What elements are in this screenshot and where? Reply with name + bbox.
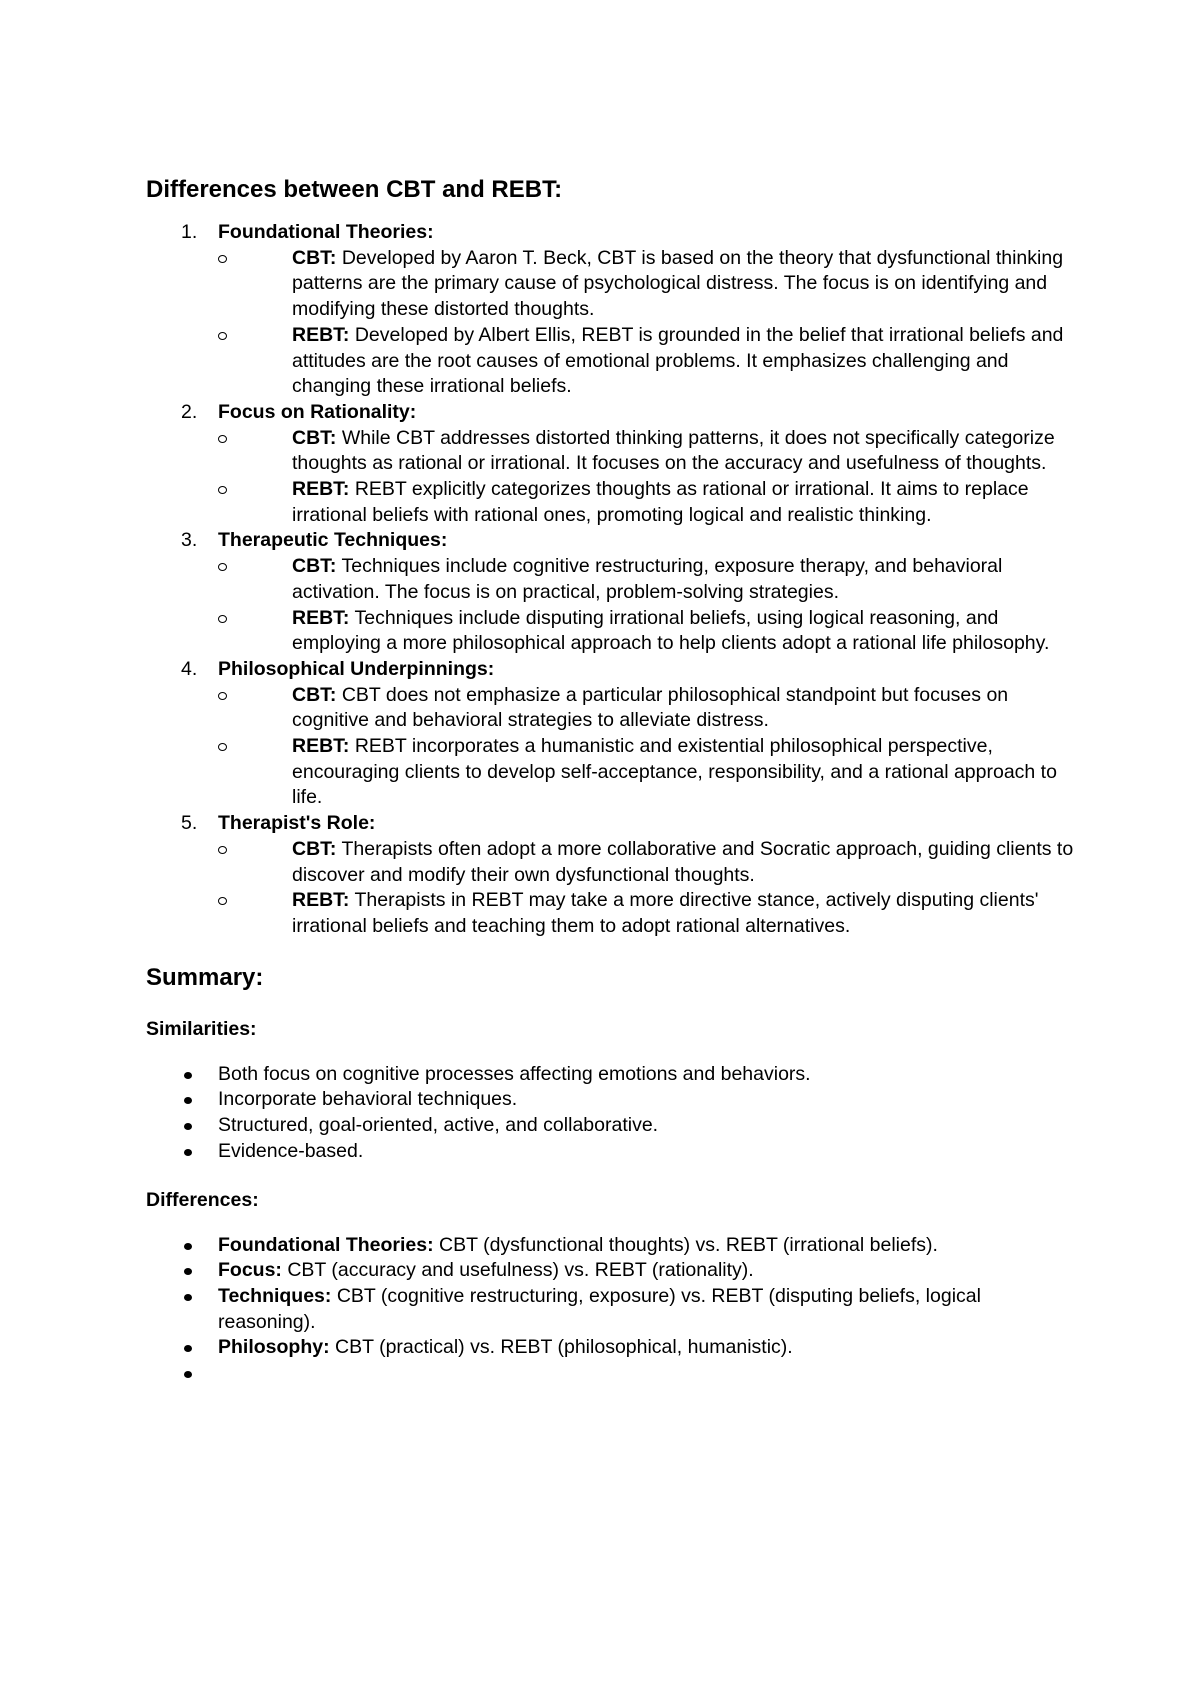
item-text: CBT (dysfunctional thoughts) vs. REBT (irrational beliefs). [433,1233,938,1256]
bullet-dot-icon [184,1097,192,1104]
item-text: Both focus on cognitive processes affecting emotions and behaviors. [218,1062,811,1085]
sub-item [218,888,1076,939]
item-label: CBT: [292,555,337,578]
sub-list [218,246,1076,400]
bullet-dot-icon [184,1072,192,1079]
sub-list [218,837,1076,940]
bullet-dot-icon [184,1294,192,1301]
sub-item [218,246,1076,323]
item-text: While CBT addresses distorted thinking patterns, it does not specifically categorize thoughts as rational or irrational. It focuses on the accuracy and usefulness of thoughts. [292,426,1055,475]
item-label: CBT: [292,426,337,449]
sub-item [218,837,1076,888]
item-text: Developed by Albert Ellis, REBT is grounded in the belief that irrational beliefs and attitudes are the root causes of emotional problems. It emphasizes challenging and changing these irrational beliefs. [292,323,1064,398]
item-text: Therapists in REBT may take a more directive stance, actively disputing clients' irrational beliefs and teaching them to adopt rational alternatives. [292,889,1039,937]
differences-list [146,1233,1076,1387]
item-text: CBT (accuracy and usefulness) vs. REBT (rationality). [281,1259,754,1282]
empty-list-item [146,1361,1076,1387]
sub-item [218,554,1076,605]
circle-bullet-icon [218,255,227,263]
comparison-section [146,528,1076,657]
item-text: Therapists often adopt a more collaborative and Socratic approach, guiding clients to discover and modify their own dysfunctional thoughts. [292,837,1074,886]
comparison-section [146,657,1076,811]
item-label: Foundational Theories: [218,1233,434,1256]
sub-item [218,426,1076,477]
circle-bullet-icon [218,563,227,571]
item-text: CBT does not emphasize a particular philosophical standpoint but focuses on cognitive and behavioral strategies to alleviate distress. [292,683,1009,732]
item-label: CBT: [292,683,337,706]
document-content [146,174,1076,1387]
item-text: REBT explicitly categorizes thoughts as rational or irrational. It aims to replace irrational beliefs with rational ones, promoting logical and realistic thinking. [292,478,1029,526]
circle-bullet-icon [218,743,227,751]
section-number: 3. [181,529,198,552]
item-label: REBT: [292,735,350,758]
section-number: 2. [181,400,198,423]
circle-bullet-icon [218,692,227,700]
item-text: Developed by Aaron T. Beck, CBT is based on the theory that dysfunctional thinking patterns are the primary cause of psychological distress. The focus is on identifying and modifying these distorted thoughts. [292,246,1064,321]
section-title: Foundational Theories: [218,221,434,243]
bullet-dot-icon [184,1268,192,1275]
circle-bullet-icon [218,846,227,854]
list-item [146,1258,1076,1284]
similarities-heading: Similarities: [146,1017,257,1040]
sub-item [218,477,1076,528]
sub-item [218,606,1076,657]
item-label: REBT: [292,323,350,346]
similarities-list [146,1062,1076,1165]
sub-list [218,554,1076,657]
comparison-section [146,811,1076,940]
summary-heading: Summary: [146,963,264,991]
item-text: Techniques include disputing irrational beliefs, using logical reasoning, and employing a more philosophical approach to help clients adopt a rational life philosophy. [292,606,1050,655]
section-number: 4. [181,657,198,680]
circle-bullet-icon [218,332,227,340]
comparison-list [146,220,1076,940]
bullet-dot-icon [184,1123,192,1130]
item-label: REBT: [292,606,350,629]
item-text: CBT (practical) vs. REBT (philosophical, humanistic). [329,1336,793,1359]
list-item [146,1335,1076,1361]
section-number: 5. [181,812,198,835]
sub-item [218,323,1076,400]
item-text: Structured, goal-oriented, active, and collaborative. [218,1114,659,1137]
sub-list [218,426,1076,529]
item-label: Focus: [218,1259,282,1282]
circle-bullet-icon [218,435,227,443]
comparison-section [146,400,1076,529]
item-label: Techniques: [218,1284,332,1307]
bullet-dot-icon [184,1345,192,1352]
circle-bullet-icon [218,615,227,623]
bullet-dot-icon [184,1243,192,1250]
section-title: Focus on Rationality: [218,400,417,423]
page-title: Differences between CBT and REBT: [146,176,563,203]
section-number: 1. [181,221,198,243]
list-item [146,1284,1076,1335]
list-item [146,1113,1076,1139]
item-text: REBT incorporates a humanistic and existential philosophical perspective, encouraging clients to develop self-acceptance, responsibility, and a rational approach to life. [292,735,1057,809]
bullet-dot-icon [184,1371,192,1378]
item-label: Philosophy: [218,1336,330,1359]
item-label: REBT: [292,889,350,912]
list-item [146,1087,1076,1113]
differences-heading: Differences: [146,1188,259,1211]
list-item [146,1139,1076,1165]
circle-bullet-icon [218,897,227,905]
item-text: Techniques include cognitive restructuring, exposure therapy, and behavioral activation. The focus is on practical, problem-solving strategies. [292,555,1003,603]
section-title: Therapist's Role: [218,812,376,835]
section-title: Philosophical Underpinnings: [218,657,495,680]
list-item [146,1233,1076,1259]
sub-list [218,683,1076,812]
item-text: Incorporate behavioral techniques. [218,1088,518,1111]
circle-bullet-icon [218,486,227,494]
sub-item [218,734,1076,811]
sub-item [218,683,1076,734]
section-title: Therapeutic Techniques: [218,529,448,552]
comparison-section [146,220,1076,400]
item-label: CBT: [292,837,337,860]
item-label: CBT: [292,246,337,269]
item-text: CBT (cognitive restructuring, exposure) vs. REBT (disputing beliefs, logical reasoning). [218,1284,981,1333]
list-item [146,1062,1076,1088]
item-text: Evidence-based. [218,1139,364,1162]
bullet-dot-icon [184,1149,192,1156]
item-label: REBT: [292,478,350,501]
